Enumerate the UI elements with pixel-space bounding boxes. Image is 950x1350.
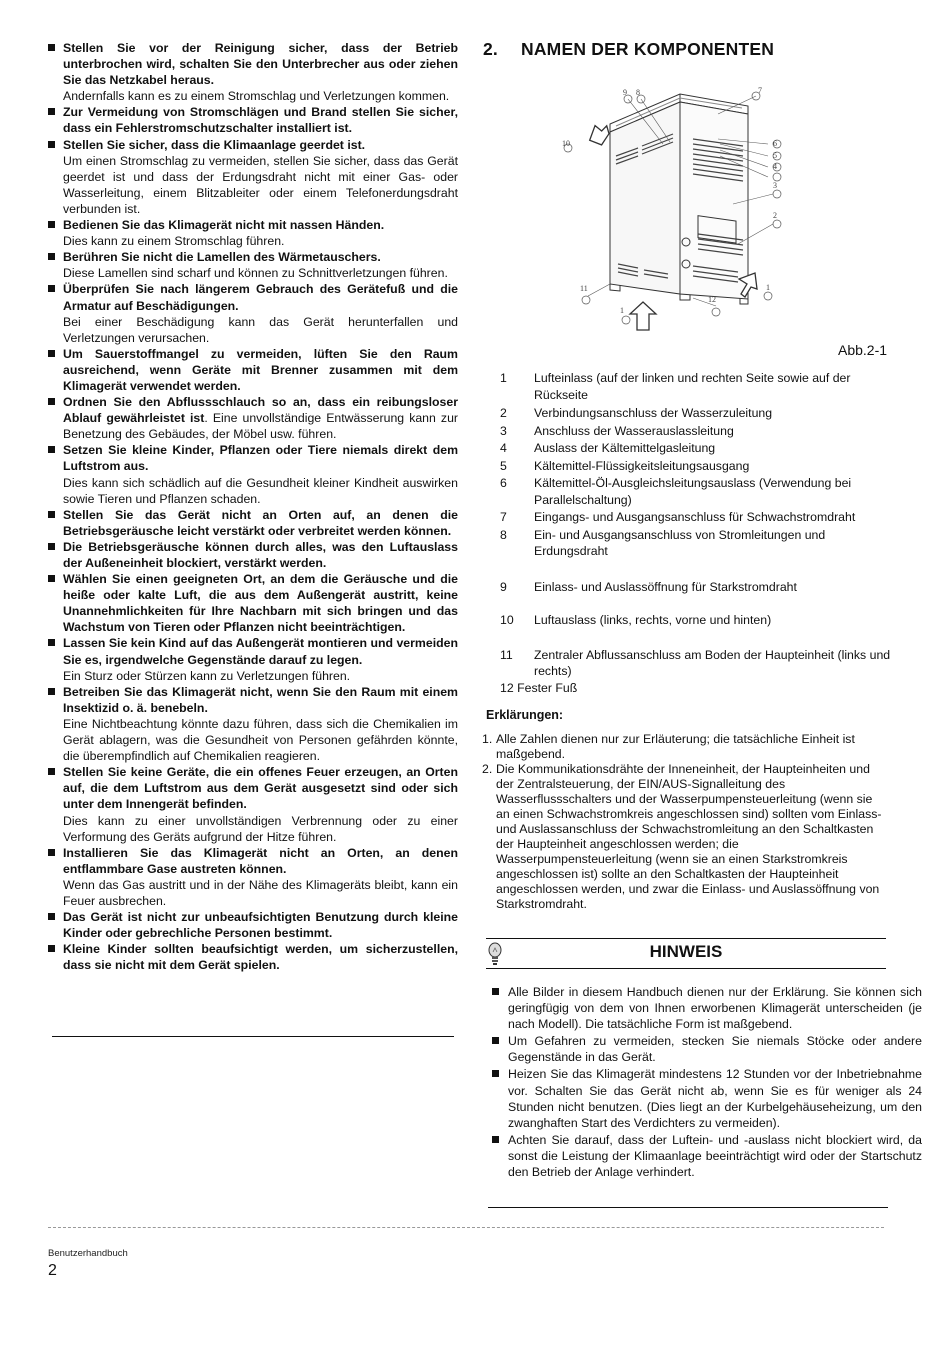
callout-label: 12: [708, 295, 716, 304]
component-item: [498, 370, 898, 403]
bullet-item: [48, 539, 458, 571]
section-number: 2.: [483, 39, 498, 59]
bullet-item: [48, 845, 458, 909]
callout-label: 5: [773, 151, 777, 160]
explanations-list: [482, 732, 882, 912]
bullet-text: Diese Lamellen sind scharf und können zu Schnittverletzungen führen.: [63, 266, 448, 281]
component-number: 6: [500, 476, 507, 490]
component-name: Anschluss der Wasserauslassleitung: [534, 423, 734, 438]
bullet-item: [48, 40, 458, 104]
bullet-item: [48, 909, 458, 941]
component-item: [498, 647, 898, 680]
section-heading: [483, 39, 774, 60]
section-divider: [52, 1036, 454, 1037]
bullet-item: [48, 346, 458, 394]
component-number: 5: [500, 458, 507, 473]
section-title: NAMEN DER KOMPONENTEN: [521, 39, 775, 59]
bullet-heading: Kleine Kinder sollten beaufsichtigt werden, um sicherzustellen, dass sie nicht mit dem Gerät spielen.: [63, 942, 458, 973]
bullet-heading: Betreiben Sie das Klimagerät nicht, wenn Sie den Raum mit einem Insektizid o. ä. benebeln.: [63, 684, 458, 715]
explanation-number: 1.: [482, 732, 493, 746]
bullet-item: [48, 217, 458, 249]
bullet-item: [48, 507, 458, 539]
bullet-heading: Lassen Sie kein Kind auf das Außengerät montieren und vermeiden Sie es, irgendwelche Gegenstände darauf zu legen.: [63, 636, 458, 667]
component-name: Verbindungsanschluss der Wasserzuleitung: [534, 406, 773, 420]
component-item: [498, 475, 898, 508]
component-number: 1: [500, 371, 507, 385]
component-number: 12: [500, 680, 514, 695]
notice-item: Heizen Sie das Klimagerät mindestens 12 Stunden vor der Inbetriebnahme vor. Schalten Sie das Gerät nicht ab, wenn Sie es für weniger als 24 Stunden nicht benutzen. (Dies liegt an der Kurbelgehäuseheizung, um den zwanghaften Start des Verdichters zu vermeiden).: [492, 1066, 922, 1130]
callout-label: 4: [773, 162, 777, 171]
component-name: Kältemittel-Flüssigkeitsleitungsausgang: [534, 458, 750, 473]
bullet-heading: Stellen Sie das Gerät nicht an Orten auf, an denen die Betriebsgeräusche leicht verstärkt oder verbreitet werden können.: [63, 507, 458, 538]
bullet-item: [48, 684, 458, 764]
unit-component-diagram: [558, 84, 793, 334]
bullet-text: . Eine unvollständige Entwässerung kann zur Benetzung des Gebäudes, der Möbel usw. führen.: [63, 411, 459, 442]
bullet-text: Dies kann zu einer unvollständigen Verbrennung oder zu einer Verformung des Geräts aufgrund der Hitze führen.: [63, 813, 458, 844]
component-name: Eingangs- und Ausgangsanschluss für Schwachstromdraht: [534, 510, 856, 524]
bullet-text: Eine Nichtbeachtung könnte dazu führen, dass sich die Chemikalien im Gerät ablagern, was die Gesundheit von Personen gefährden könnte, die überempfindlich auf Chemikalien reagieren.: [63, 716, 458, 764]
explanation-item: [482, 762, 882, 912]
bullet-heading: Setzen Sie kleine Kinder, Pflanzen oder Tiere niemals direkt dem Luftstrom aus.: [63, 443, 458, 474]
callout-label: 7: [758, 86, 762, 95]
callout-label: 9: [623, 88, 627, 97]
bullet-text: Bei einer Beschädigung kann das Gerät herunterfallen und Verletzungen verursachen.: [63, 314, 458, 345]
bullet-heading: Wählen Sie einen geeigneten Ort, an dem die Geräusche und die heiße oder kalte Luft, die aus dem Außengerät austritt, keine Unannehmlichkeiten für Ihre Nachbarn mit sich bringen und das Wachstum von Tieren oder Pflanzen nicht beeinträchtigen.: [63, 572, 458, 635]
bullet-item: [48, 764, 458, 844]
safety-instructions-list: [48, 40, 458, 973]
bullet-heading: Überprüfen Sie nach längerem Gebrauch des Gerätefuß und die Armatur auf Beschädigungen.: [63, 282, 458, 313]
bullet-heading: Bedienen Sie das Klimagerät nicht mit nassen Händen.: [63, 218, 385, 233]
bullet-item: [48, 941, 458, 973]
notice-item: Achten Sie darauf, dass der Luftein- und -auslass nicht blockiert wird, da sonst die Leistung der Klimaanlage beeinträchtigt wird oder der Startschutz den Betrieb der Anlage verhindert.: [492, 1132, 922, 1180]
bullet-text: Dies kann sich schädlich auf die Gesundheit kleiner Kindheit auswirken sowie Tieren und Pflanzen schaden.: [63, 475, 458, 506]
bullet-item: [48, 635, 458, 683]
notice-list: [492, 984, 922, 1181]
bullet-item: [48, 137, 458, 217]
component-name: Lufteinlass (auf der linken und rechten Seite sowie auf der Rückseite: [534, 371, 851, 402]
bullet-mixed-text: [63, 394, 458, 442]
notice-title: HINWEIS: [649, 942, 723, 961]
component-number: 10: [500, 613, 514, 627]
component-name: Fester Fuß: [517, 680, 578, 695]
notice-banner: [486, 938, 886, 969]
bullet-text: Um einen Stromschlag zu vermeiden, stellen Sie sicher, dass das Gerät geerdet ist und dass der Erdungsdraht nicht mit einer Gas- oder Wasserleitung, einem Blitzableiter oder einem Telefonerdungsdraht verbunden ist.: [63, 153, 458, 216]
notice-item: Um Gefahren zu vermeiden, stecken Sie niemals Stöcke oder andere Gegenstände in das Gerät.: [492, 1033, 922, 1065]
bullet-item: [48, 442, 458, 506]
component-name: Ein- und Ausgangsanschluss von Stromleitungen und Erdungsdraht: [534, 527, 826, 558]
component-number: 4: [500, 441, 507, 455]
explanation-item: [482, 732, 882, 762]
notice-item: Alle Bilder in diesem Handbuch dienen nur der Erklärung. Sie können sich geringfügig von dem von Ihnen erworbenen Klimagerät unterscheiden (je nach Modell). Die tatsächliche Form ist maßgebend.: [492, 984, 922, 1032]
bullet-heading: Stellen Sie vor der Reinigung sicher, dass der Betrieb unterbrochen wird, schalten Sie den Unterbrecher aus oder ziehen Sie das Netzkabel heraus.: [63, 41, 458, 88]
component-item: [498, 527, 898, 560]
bullet-heading: Zur Vermeidung von Stromschlägen und Brand stellen Sie sicher, dass ein Fehlerstromschutzschalter installiert ist.: [63, 105, 458, 136]
component-item: [498, 405, 898, 422]
bullet-item: [48, 249, 458, 281]
component-name: Einlass- und Auslassöffnung für Starkstromdraht: [534, 579, 797, 594]
bullet-heading: Installieren Sie das Klimagerät nicht an Orten, an denen entflammbare Gase austreten können.: [63, 845, 458, 876]
bullet-heading: Ordnen Sie den Abflussschlauch so an, dass ein reibungsloser Ablauf gewährleistet ist: [63, 395, 458, 426]
footer-label: Benutzerhandbuch: [48, 1248, 128, 1259]
explanation-text: Die Kommunikationsdrähte der Inneneinheit, der Haupteinheiten und der Zentralsteuerung, der EIN/AUS-Signalleitung des Wasserflussschalters und der Wasserpumpensteuerleitung (wenn sie an einen Schwachstromkreis angeschlossen sind) sollten vom Einlass- und Auslassanschluss der Schwachstromleitung an den Schaltkasten der Haupteinheit angeschlossen werden; die Wasserpumpensteuerleitung (wenn sie an einen Starkstromkreis angeschlossen ist) sollte an den Schaltkasten der Haupteinheit angeschlossen werden, und zwar die Einlass- und Auslassöffnung von Starkstromdraht.: [496, 762, 882, 911]
component-name: Zentraler Abflussanschluss am Boden der Haupteinheit (links und rechts): [534, 647, 891, 678]
figure-caption: Abb.2-1: [838, 342, 888, 358]
bullet-item: [48, 281, 458, 345]
callout-label: 3: [773, 181, 777, 190]
callout-label: 10: [562, 139, 570, 148]
bullet-heading: Stellen Sie keine Geräte, die ein offenes Feuer erzeugen, an Orten auf, die dem Luftstrom aus dem Gerät ausgesetzt sind oder sich unter dem Innengerät befinden.: [63, 765, 458, 812]
component-name: Auslass der Kältemittelgasleitung: [534, 441, 716, 455]
explanations-heading: Erklärungen:: [486, 708, 564, 722]
bullet-text: Dies kann zu einem Stromschlag führen.: [63, 234, 285, 249]
bullet-heading: Um Sauerstoffmangel zu vermeiden, lüften Sie den Raum ausreichend, wenn Geräte mit Brenner zusammen mit dem Klimagerät verwendet werden.: [63, 346, 458, 393]
component-number: 8: [500, 527, 507, 542]
bullet-text: Andernfalls kann es zu einem Stromschlag und Verletzungen kommen.: [63, 89, 450, 104]
callout-label: 6: [773, 139, 777, 148]
section-divider: [488, 1207, 888, 1208]
callout-label: 11: [580, 284, 588, 293]
component-number: 3: [500, 423, 507, 438]
component-item: [498, 509, 898, 526]
callout-label: 8: [636, 88, 640, 97]
component-item: [498, 440, 898, 457]
component-item: [498, 612, 898, 629]
component-item: [498, 458, 898, 475]
bullet-text: Wenn das Gas austritt und in der Nähe des Klimageräts bleibt, kann ein Feuer ausbrechen.: [63, 877, 458, 908]
bullet-item: [48, 104, 458, 136]
callout-label: 2: [773, 211, 777, 220]
callout-label: 1: [766, 283, 770, 292]
bullet-heading: Das Gerät ist nicht zur unbeaufsichtigten Benutzung durch kleine Kinder oder gebrechliche Personen bestimmt.: [63, 910, 458, 941]
component-item: [498, 579, 898, 596]
callout-label: 1: [620, 306, 624, 315]
component-number: 11: [500, 647, 513, 662]
component-item: [498, 423, 898, 440]
bullet-text: Ein Sturz oder Stürzen kann zu Verletzungen führen.: [63, 668, 351, 683]
component-number: 7: [500, 510, 507, 524]
component-number: 9: [500, 579, 507, 594]
component-item: [498, 680, 898, 697]
explanation-text: Alle Zahlen dienen nur zur Erläuterung; die tatsächliche Einheit ist maßgebend.: [496, 732, 855, 761]
component-name: Kältemittel-Öl-Ausgleichsleitungsauslass (Verwendung bei Parallelschaltung): [534, 476, 852, 507]
page-number: 2: [48, 1262, 57, 1279]
component-list: [498, 370, 898, 696]
explanation-number: 2.: [482, 762, 493, 776]
bullet-heading: Die Betriebsgeräusche können durch alles, was den Luftauslass der Außeneinheit blockiert, verstärkt werden.: [63, 539, 458, 570]
bullet-heading: Berühren Sie nicht die Lamellen des Wärmetauschers.: [63, 250, 381, 265]
bullet-item: [48, 571, 458, 635]
bullet-heading: Stellen Sie sicher, dass die Klimaanlage geerdet ist.: [63, 137, 366, 152]
bullet-item: [48, 394, 458, 442]
component-number: 2: [500, 406, 507, 420]
footer-divider: [48, 1227, 884, 1228]
component-name: Luftauslass (links, rechts, vorne und hinten): [534, 613, 772, 627]
